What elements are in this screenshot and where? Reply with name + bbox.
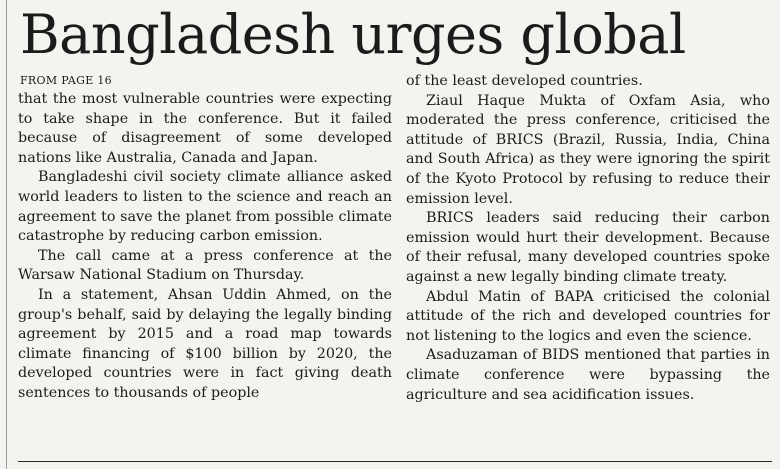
right-paragraph-4: Abdul Matin of BAPA criticised the colonial attitude of the rich and developed countries for not listening to the logics and even the science. [406, 288, 770, 344]
right-column [406, 72, 770, 405]
right-paragraph-1: of the least developed countries. [406, 73, 643, 89]
right-paragraph-5: Asaduzaman of BIDS mentioned that parties in climate conference were bypassing the agriculture and sea acidification issues. [406, 347, 770, 403]
left-paragraph-1: that the most vulnerable countries were expecting to take shape in the conference. But it failed because of disagreement of some developed nations like Australia, Canada and Japan. [18, 91, 392, 166]
left-paragraph-4: In a statement, Ahsan Uddin Ahmed, on the group's behalf, said by delaying the legally binding agreement by 2015 and a road map towards climate financing of $100 billion by 2020, the developed countries were in fact giving death sentences to thousands of people [18, 286, 392, 401]
headline: Bangladesh urges global [20, 3, 686, 66]
left-column [18, 90, 392, 404]
right-paragraph-2: Ziaul Haque Mukta of Oxfam Asia, who moderated the press conference, criticised the attitude of BRICS (Brazil, Russia, India, China and South Africa) as they were ignoring the spirit of the Kyoto Protocol by refusing to reduce their emission level. [406, 92, 770, 207]
right-paragraph-3: BRICS leaders said reducing their carbon emission would hurt their development. Because of their refusal, many developed countries spoke against a new legally binding climate treaty. [406, 210, 770, 285]
bottom-rule [18, 461, 772, 462]
column-divider-rule [6, 0, 7, 469]
left-paragraph-2: Bangladeshi civil society climate alliance asked world leaders to listen to the science and reach an agreement to save the planet from possible climate catastrophe by reducing carbon emission. [18, 169, 392, 245]
continuation-kicker: FROM PAGE 16 [20, 74, 112, 87]
left-paragraph-3: The call came at a press conference at the Warsaw National Stadium on Thursday. [18, 247, 392, 284]
